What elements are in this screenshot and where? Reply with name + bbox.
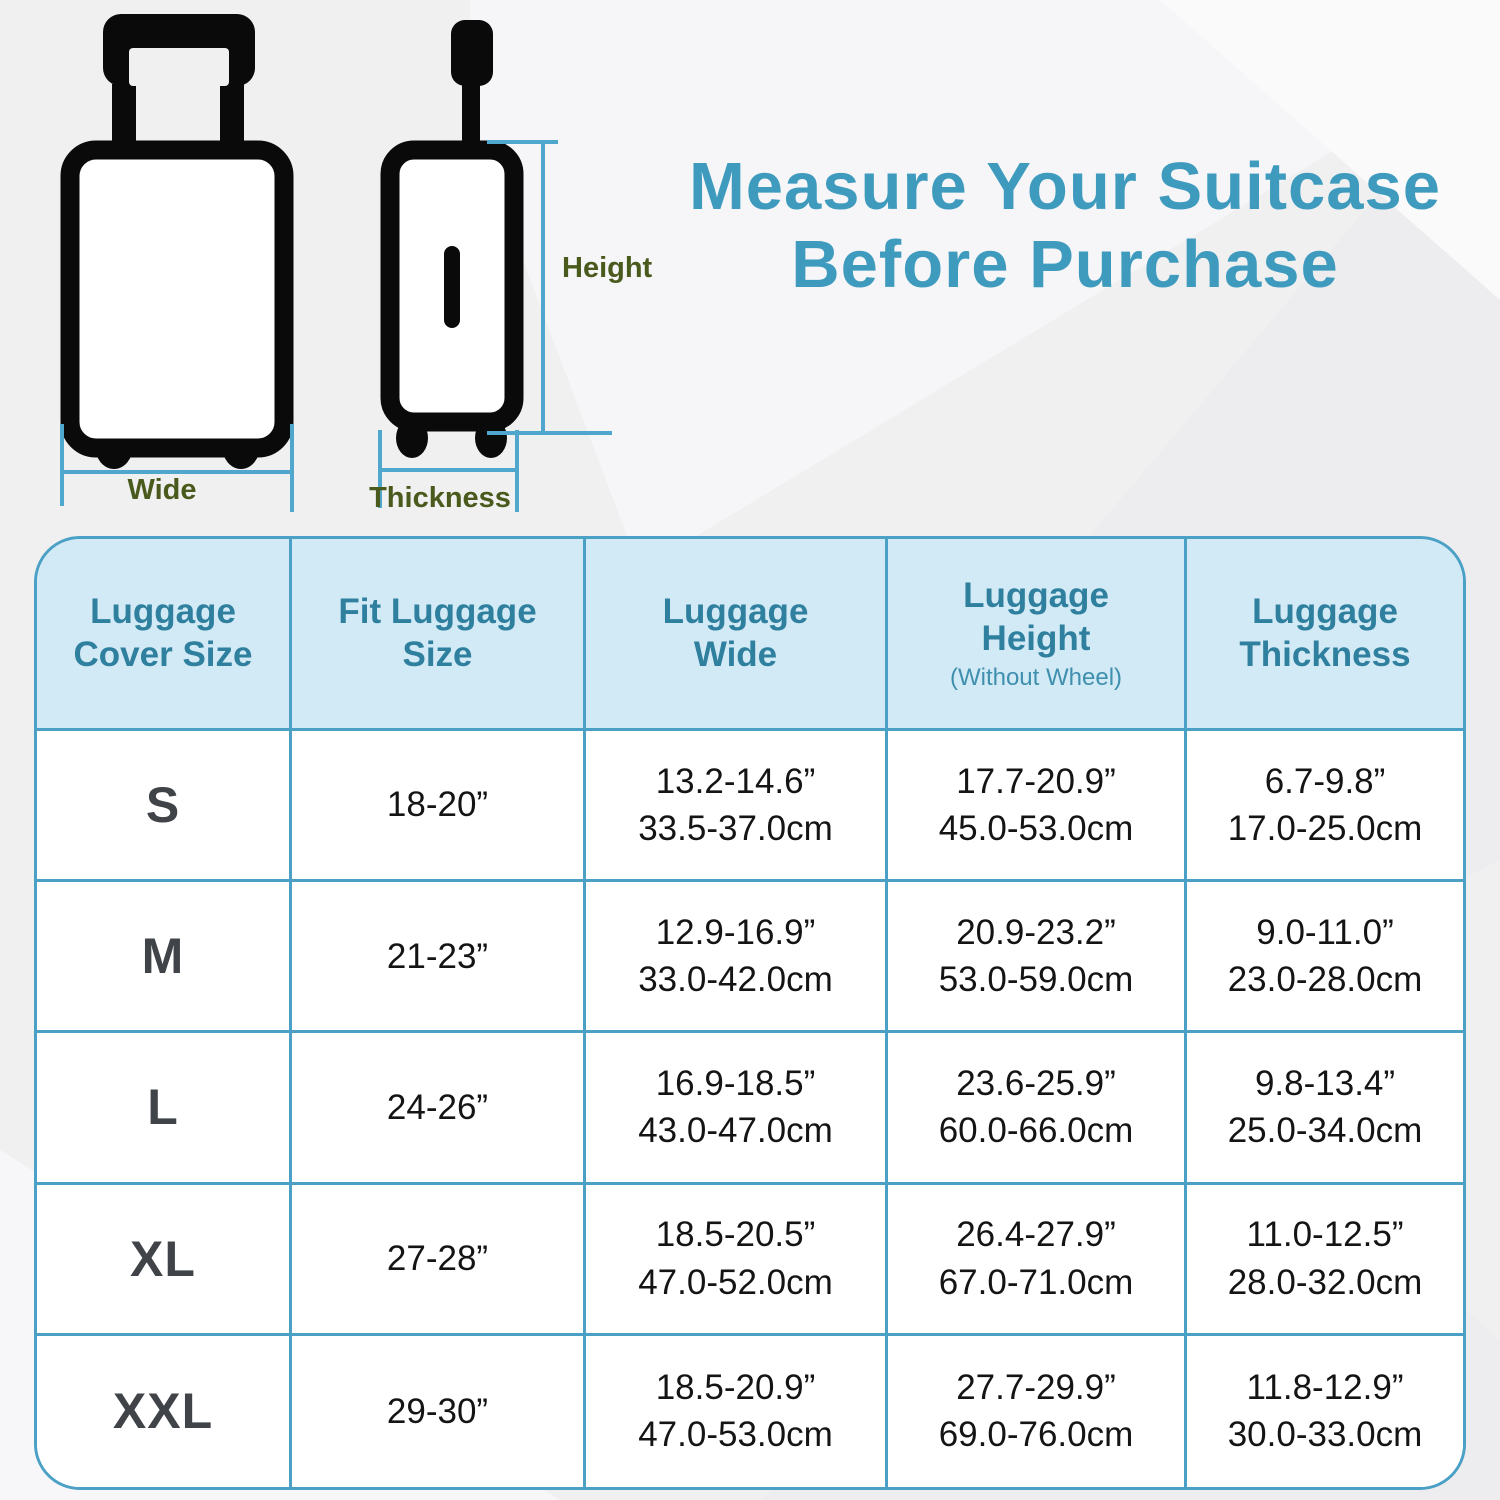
fit-size-cell-m: 21-23” <box>292 882 586 1033</box>
front-suitcase-body <box>70 150 284 448</box>
fit-size-cell-xl: 27-28” <box>292 1185 586 1336</box>
side-handle-knob <box>451 20 493 86</box>
thickness-cell-s <box>1187 731 1463 882</box>
fit-size-cell-l: 24-26” <box>292 1033 586 1184</box>
wide-cell-l <box>586 1033 888 1184</box>
column-header-height <box>888 539 1187 731</box>
cover-size-cell-m: M <box>37 882 292 1033</box>
wide-dimension-label: Wide <box>127 474 197 506</box>
wide-cm-value: 43.0-47.0cm <box>638 1111 833 1151</box>
thickness-cm-value: 25.0-34.0cm <box>1227 1111 1423 1151</box>
side-suitcase-illustration <box>390 20 514 458</box>
wide-inches-value: 13.2-14.6” <box>655 761 816 801</box>
height-cm-value: 45.0-53.0cm <box>938 809 1134 849</box>
column-header-cover-size <box>37 539 292 731</box>
page-title <box>640 148 1490 305</box>
wide-cm-value: 47.0-53.0cm <box>638 1415 833 1455</box>
height-cell-xxl <box>888 1336 1187 1487</box>
height-cell-m <box>888 882 1187 1033</box>
wide-cm-value: 33.5-37.0cm <box>638 809 833 849</box>
side-grip-bar <box>444 246 460 328</box>
thickness-cm-value: 28.0-32.0cm <box>1227 1262 1423 1302</box>
thickness-inches-value: 11.8-12.9” <box>1246 1368 1404 1408</box>
height-cm-value: 53.0-59.0cm <box>938 960 1134 1000</box>
thickness-inches-value: 9.8-13.4” <box>1254 1064 1396 1104</box>
column-header-fit-size <box>292 539 586 731</box>
wide-inches-value: 18.5-20.9” <box>655 1368 816 1408</box>
thickness-cell-l <box>1187 1033 1463 1184</box>
thickness-cell-xxl <box>1187 1336 1463 1487</box>
height-inches-value: 26.4-27.9” <box>956 1215 1116 1255</box>
height-cm-value: 60.0-66.0cm <box>938 1111 1134 1151</box>
wide-inches-value: 12.9-16.9” <box>655 913 816 953</box>
height-cell-l <box>888 1033 1187 1184</box>
column-header-label: Luggage Cover Size <box>73 591 253 674</box>
column-header-label: Luggage Thickness <box>1239 591 1411 674</box>
cover-size-cell-xxl: XXL <box>37 1336 292 1487</box>
thickness-cm-value: 30.0-33.0cm <box>1227 1415 1423 1455</box>
height-inches-value: 23.6-25.9” <box>956 1064 1116 1104</box>
height-dimension-label: Height <box>562 252 653 284</box>
page-title-line2: Before Purchase <box>791 227 1339 303</box>
thickness-inches-value: 6.7-9.8” <box>1264 761 1386 801</box>
height-inches-value: 17.7-20.9” <box>956 761 1116 801</box>
wide-inches-value: 18.5-20.5” <box>655 1215 816 1255</box>
height-cell-s <box>888 731 1187 882</box>
wide-cell-xxl <box>586 1336 888 1487</box>
height-cell-xl <box>888 1185 1187 1336</box>
column-header-label: Fit Luggage Size <box>338 591 537 674</box>
wide-cell-s <box>586 731 888 882</box>
thickness-dimension-label: Thickness <box>369 482 511 514</box>
thickness-inches-value: 9.0-11.0” <box>1256 913 1394 953</box>
wide-inches-value: 16.9-18.5” <box>655 1064 816 1104</box>
thickness-cm-value: 17.0-25.0cm <box>1227 809 1423 849</box>
column-header-wide <box>586 539 888 731</box>
wide-cell-m <box>586 882 888 1033</box>
front-suitcase-illustration <box>70 14 284 469</box>
fit-size-cell-xxl: 29-30” <box>292 1336 586 1487</box>
size-chart-table <box>34 536 1466 1490</box>
column-header-thickness <box>1187 539 1463 731</box>
cover-size-cell-s: S <box>37 731 292 882</box>
height-inches-value: 20.9-23.2” <box>956 913 1116 953</box>
thickness-cell-m <box>1187 882 1463 1033</box>
thickness-cm-value: 23.0-28.0cm <box>1227 960 1423 1000</box>
height-cm-value: 67.0-71.0cm <box>938 1262 1134 1302</box>
column-header-label: Luggage Wide <box>662 591 809 674</box>
front-handle-window <box>129 48 229 86</box>
thickness-cell-xl <box>1187 1185 1463 1336</box>
height-inches-value: 27.7-29.9” <box>956 1368 1116 1408</box>
cover-size-cell-xl: XL <box>37 1185 292 1336</box>
column-header-label: Luggage Height <box>963 576 1109 658</box>
wide-cm-value: 47.0-52.0cm <box>638 1262 833 1302</box>
wide-cm-value: 33.0-42.0cm <box>638 960 833 1000</box>
fit-size-cell-s: 18-20” <box>292 731 586 882</box>
column-header-subtitle: (Without Wheel) <box>949 663 1123 691</box>
page-title-line1: Measure Your Suitcase <box>688 149 1442 224</box>
cover-size-cell-l: L <box>37 1033 292 1184</box>
wide-cell-xl <box>586 1185 888 1336</box>
thickness-inches-value: 11.0-12.5” <box>1246 1215 1404 1255</box>
height-cm-value: 69.0-76.0cm <box>938 1415 1134 1455</box>
